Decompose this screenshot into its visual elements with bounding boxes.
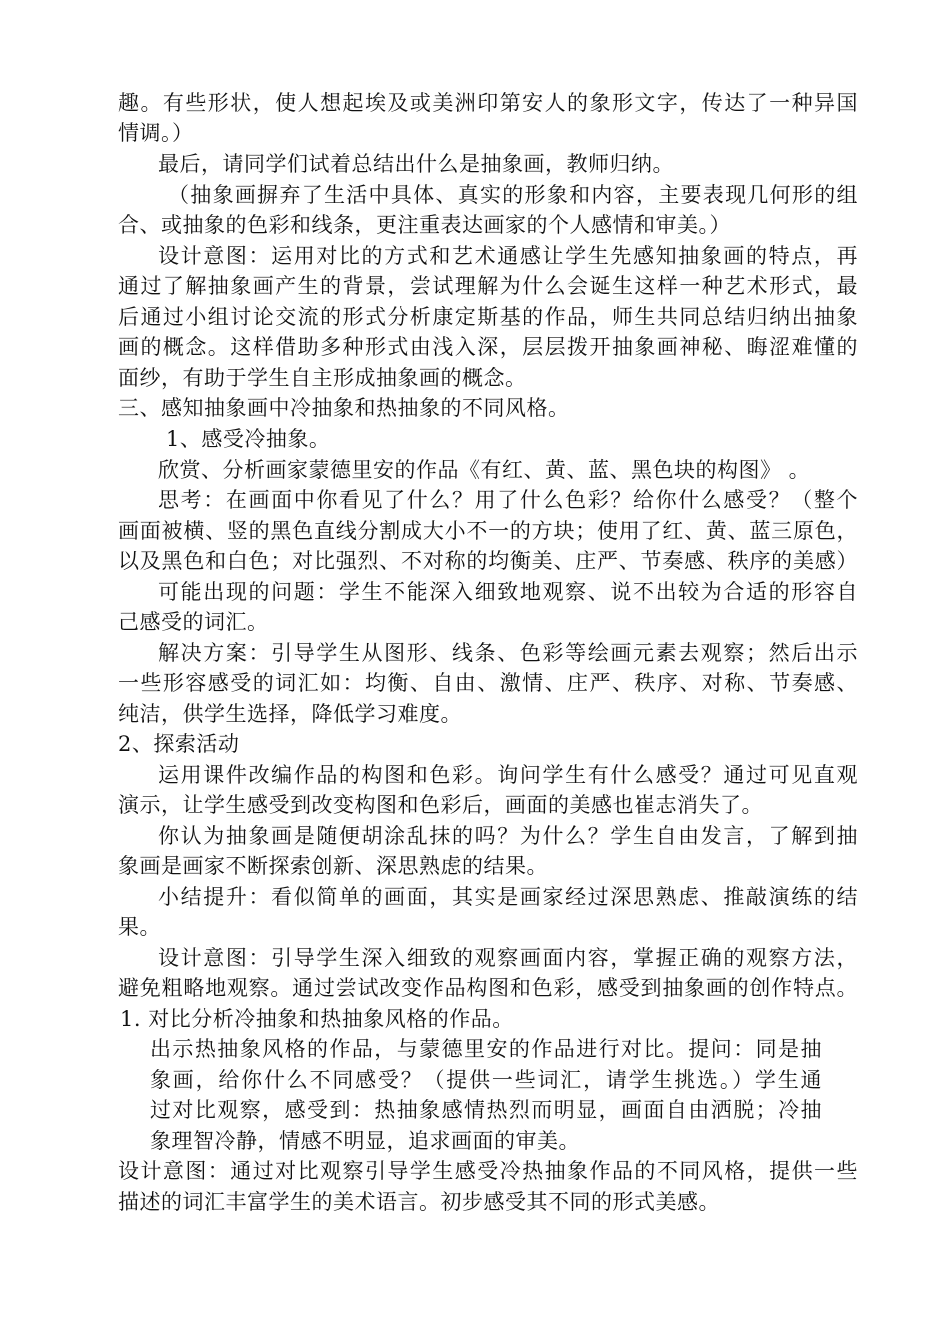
text-line: 演示，让学生感受到改变构图和色彩后，画面的美感也崔志消失了。 bbox=[118, 793, 763, 817]
text-line: 一些形容感受的词汇如：均衡、自由、激情、庄严、秩序、对称、节奏感、 bbox=[118, 671, 858, 695]
text-line: 运用课件改编作品的构图和色彩。询问学生有什么感受？通过可见直观 bbox=[158, 763, 858, 787]
text-line: 果。 bbox=[118, 915, 161, 939]
text-line: 画的概念。这样借助多种形式由浅入深，层层拨开抽象画神秘、晦涩难懂的 bbox=[118, 335, 858, 359]
section-heading: 三、感知抽象画中冷抽象和热抽象的不同风格。 bbox=[118, 396, 570, 420]
text-line: 己感受的词汇。 bbox=[118, 610, 269, 634]
text-line: 思考：在画面中你看见了什么？用了什么色彩？给你什么感受？（整个 bbox=[158, 488, 858, 512]
text-line: 欣赏、分析画家蒙德里安的作品《有红、黄、蓝、黑色块的构图》 。 bbox=[158, 458, 811, 482]
text-line: 通过了解抽象画产生的背景，尝试理解为什么会诞生这样一种艺术形式，最 bbox=[118, 274, 858, 298]
text-line: 可能出现的问题：学生不能深入细致地观察、说不出较为合适的形容自 bbox=[158, 580, 858, 604]
text-line: 象画是画家不断探索创新、深思熟虑的结果。 bbox=[118, 854, 548, 878]
text-line: 合、或抽象的色彩和线条，更注重表达画家的个人感情和审美。） bbox=[118, 213, 731, 237]
numbered-heading: 1. 对比分析冷抽象和热抽象风格的作品。 bbox=[120, 1007, 514, 1031]
text-line: 画面被横、竖的黑色直线分割成大小不一的方块；使用了红、黄、蓝三原色， bbox=[118, 519, 858, 543]
text-line: 面纱，有助于学生自主形成抽象画的概念。 bbox=[118, 366, 527, 390]
subsection-heading: 2、探索活动 bbox=[118, 732, 240, 756]
text-line: 解决方案：引导学生从图形、线条、色彩等绘画元素去观察；然后出示 bbox=[158, 641, 858, 665]
subsection-heading: 1、感受冷抽象。 bbox=[166, 427, 331, 451]
text-line: 象画，给你什么不同感受？（提供一些词汇，请学生挑选。）学生通 bbox=[150, 1068, 822, 1092]
text-line: 过对比观察，感受到：热抽象感情热烈而明显，画面自由洒脱；冷抽 bbox=[150, 1098, 822, 1122]
text-line: 以及黑色和白色；对比强烈、不对称的均衡美、庄严、节奏感、秩序的美感） bbox=[118, 549, 858, 573]
text-line: 最后，请同学们试着总结出什么是抽象画，教师归纳。 bbox=[158, 152, 674, 176]
text-line: 你认为抽象画是随便胡涂乱抹的吗？为什么？学生自由发言，了解到抽 bbox=[158, 824, 858, 848]
text-line: 设计意图：运用对比的方式和艺术通感让学生先感知抽象画的特点，再 bbox=[158, 244, 858, 268]
text-line: 设计意图：通过对比观察引导学生感受冷热抽象作品的不同风格，提供一些 bbox=[118, 1159, 858, 1183]
text-line: （抽象画摒弃了生活中具体、真实的形象和内容，主要表现几何形的组 bbox=[168, 183, 858, 207]
text-line: 描述的词汇丰富学生的美术语言。初步感受其不同的形式美感。 bbox=[118, 1190, 720, 1214]
text-line: 象理智冷静，情感不明显，追求画面的审美。 bbox=[150, 1129, 580, 1153]
text-line: 出示热抽象风格的作品，与蒙德里安的作品进行对比。提问：同是抽 bbox=[150, 1037, 822, 1061]
text-line: 后通过小组讨论交流的形式分析康定斯基的作品，师生共同总结归纳出抽象 bbox=[118, 305, 858, 329]
text-line: 情调。） bbox=[118, 121, 194, 145]
text-line: 趣。有些形状，使人想起埃及或美洲印第安人的象形文字，传达了一种异国 bbox=[118, 91, 858, 115]
text-line: 小结提升：看似简单的画面，其实是画家经过深思熟虑、推敲演练的结 bbox=[158, 885, 858, 909]
text-line: 设计意图：引导学生深入细致的观察画面内容，掌握正确的观察方法， bbox=[158, 946, 858, 970]
text-line: 避免粗略地观察。通过尝试改变作品构图和色彩，感受到抽象画的创作特点。 bbox=[118, 976, 858, 1000]
text-line: 纯洁，供学生选择，降低学习难度。 bbox=[118, 702, 462, 726]
